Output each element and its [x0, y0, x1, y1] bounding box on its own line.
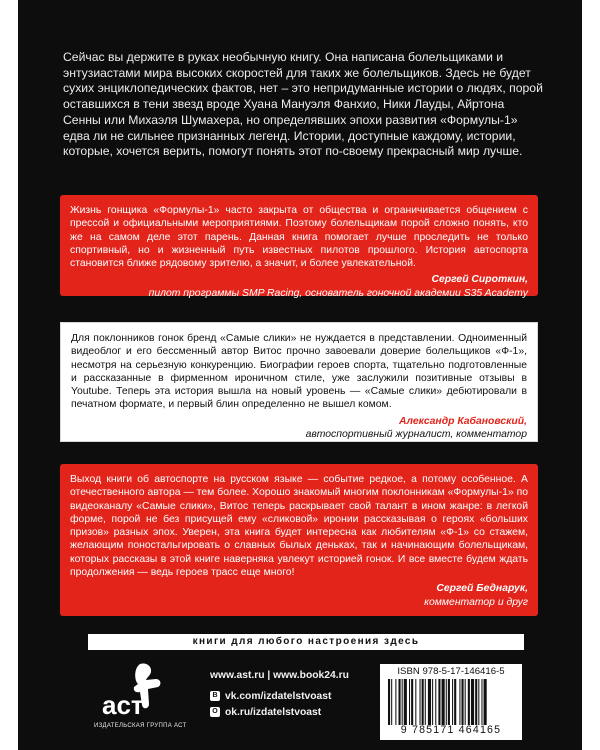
quote-block-kabanovsky	[60, 322, 538, 442]
quote-author-role: автоспортивный журналист, комментатор	[305, 429, 527, 441]
quote-block-sirotkin	[60, 195, 538, 299]
quote-signature	[70, 273, 528, 300]
barcode-bar	[428, 679, 431, 725]
vk-link-text: vk.com/izdatelstvoast	[225, 690, 332, 702]
barcode-bar	[411, 679, 413, 725]
slogan-banner: книги для любого настроения здесь	[88, 634, 524, 650]
barcode-bar	[404, 679, 407, 725]
quote-signature	[70, 582, 528, 609]
barcode-number: 9 785171 464165	[400, 724, 502, 736]
barcode-bar	[481, 679, 482, 725]
barcode-bar	[435, 679, 436, 725]
barcode-bar	[438, 679, 440, 725]
barcode-bar	[422, 679, 424, 725]
barcode-bar	[484, 679, 487, 725]
barcode-bar	[446, 679, 447, 725]
barcode-bar	[448, 679, 450, 725]
ast-logo	[96, 660, 168, 722]
barcode-bar	[459, 679, 460, 725]
publisher-name: ИЗДАТЕЛЬСКАЯ ГРУППА АСТ	[94, 723, 187, 729]
quote-author-role: комментатор и друг	[424, 596, 528, 608]
barcode-bars	[388, 679, 514, 725]
barcode-bar	[415, 679, 416, 725]
isbn-label: ISBN 978-5-17-146416-5	[397, 666, 505, 677]
quote-author: Александр Кабановский,	[398, 415, 527, 427]
ast-logo-text: аст	[102, 690, 144, 720]
barcode-bar	[432, 679, 433, 725]
ok-icon: O	[210, 707, 220, 717]
quote-author-role: пилот программы SMP Racing, основатель гоночной академии S35 Academy	[148, 287, 528, 299]
barcode-bar	[409, 679, 410, 725]
barcode-bar	[395, 679, 396, 725]
barcode-bar	[402, 679, 403, 725]
barcode-bar	[478, 679, 479, 725]
vk-icon: B	[210, 691, 220, 701]
publisher-links	[210, 667, 349, 720]
barcode-bar	[442, 679, 445, 725]
barcode-bar	[420, 679, 421, 725]
barcode-bar	[468, 679, 470, 725]
ok-link	[210, 704, 349, 720]
barcode-bar	[425, 679, 426, 725]
barcode-bar	[391, 679, 392, 725]
website-links	[210, 667, 349, 683]
website-text: www.ast.ru | www.book24.ru	[210, 669, 349, 681]
intro-text: Сейчас вы держите в руках необычную книгу. Она написана болельщиками и энтузиастами мира высоких скоростей для таких же болельщиков. Здесь не будет сухих энциклопедических фактов, нет – это непридуманные истории о людях, порой оставшихся в тени звезд вроде Хуана Мануэля Фанхио, Ники Лауды, Айртона Сенны или Михаэля Шумахера, но определявших эпохи развития «Формулы-1» едва ли не сильнее признанных легенд. Истории, доступные каждому, истории, которые, хочется верить, помогут понять этот по-своему прекрасный мир лучше.	[63, 50, 543, 159]
barcode-bar	[475, 679, 477, 725]
barcode-bar	[465, 679, 466, 725]
quote-block-bednaruk	[60, 464, 538, 616]
vk-link	[210, 688, 349, 704]
quote-author: Сергей Беднарук,	[436, 583, 528, 595]
quote-text: Выход книги об автоспорте на русском языке — событие редкое, а потому особенное. А отечественного автора — тем более. Хорошо знакомый многим поклонникам «Формулы-1» по видеоканалу «Самые слики», Витос теперь раскрывает свой талант в ином жанре: в легкой форме, порой не без присущей ему «сликовой» иронии рассказывая о героях «больших призов» разных эпох. Уверен, эта книга будет интересна как любителям «Ф-1» со стажем, желающим поностальгировать о славных былых деньках, так и начинающим болельщикам, которых рассказы в этой книге наверняка увлекут историей гонок. И все вместе будем ждать продолжения — ведь героев трасс еще много!	[70, 474, 528, 579]
barcode-block	[380, 664, 522, 740]
barcode-bar	[399, 679, 401, 725]
back-cover	[18, 0, 582, 750]
quote-text: Для поклонников гонок бренд «Самые слики» не нуждается в представлении. Одноименный видеоблог и его бессменный автор Витос прочно завоевали доверие болельщиков «Ф-1», несмотря на серьезную конкуренцию. Биографии героев спорта, тщательно подготовленные и рассказанные в фирменном ироничном стиле, уже заслужили позитивные отзывы в Youtube. Теперь эта история вышла на новый уровень — «Самые слики» дебютировали в печатном формате, и первый блин определенно не вышел комом.	[71, 333, 527, 411]
barcode-bar	[454, 679, 456, 725]
quote-text: Жизнь гонщика «Формулы-1» часто закрыта от общества и ограничивается общением с прессой и официальными мероприятиями. Поэтому болельщикам порой сложно понять, кто же на самом деле этот парень. Данная книга помогает лучше проследить не только спортивный, но и жизненный путь известных пилотов прошлого. История автоспорта становится ближе рядовому зрителю, а значит, и более увлекательной.	[70, 205, 528, 270]
barcode-bar	[462, 679, 464, 725]
quote-signature	[71, 415, 527, 442]
barcode-bar	[471, 679, 474, 725]
barcode-bar	[388, 679, 390, 725]
ok-link-text: ok.ru/izdatelstvoast	[225, 706, 322, 718]
quote-author: Сергей Сироткин,	[431, 274, 528, 286]
barcode-bar	[452, 679, 453, 725]
